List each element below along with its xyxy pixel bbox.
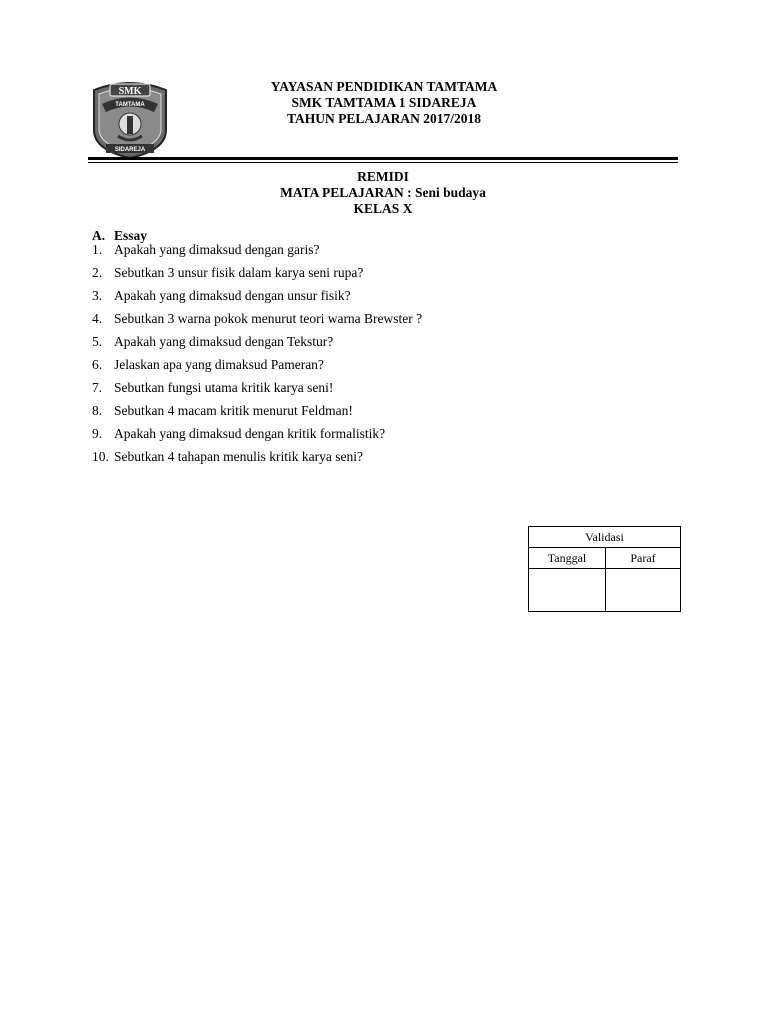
question-item: [92, 402, 422, 425]
question-text: Apakah yang dimaksud dengan kritik formalistik?: [114, 426, 386, 441]
paraf-header: Paraf: [605, 548, 680, 568]
school-logo: [90, 78, 170, 160]
question-text: Apakah yang dimaksud dengan garis?: [114, 242, 320, 257]
exam-type: REMIDI: [357, 169, 409, 184]
question-item: [92, 241, 422, 264]
institution-header: [170, 79, 598, 127]
section-title: Essay: [114, 228, 148, 243]
question-item: [92, 287, 422, 310]
question-item: [92, 379, 422, 402]
question-item: [92, 310, 422, 333]
tanggal-cell[interactable]: [529, 569, 605, 612]
question-item: [92, 356, 422, 379]
question-number: 10.: [92, 449, 109, 464]
question-item: [92, 448, 422, 471]
logo-ribbon-text: TAMTAMA: [115, 102, 145, 108]
question-number: 7.: [92, 380, 103, 395]
question-number: 3.: [92, 288, 103, 303]
question-number: 1.: [92, 242, 103, 257]
question-text: Apakah yang dimaksud dengan unsur fisik?: [114, 288, 351, 303]
validation-entry-row: [529, 568, 680, 612]
subject-line: MATA PELAJARAN : Seni budaya: [280, 185, 486, 200]
question-text: Apakah yang dimaksud dengan Tekstur?: [114, 334, 334, 349]
question-item: [92, 425, 422, 448]
validation-header-row: [529, 548, 680, 568]
question-text: Sebutkan 3 unsur fisik dalam karya seni rupa?: [114, 265, 364, 280]
logo-base-text: SIDAREJA: [114, 147, 146, 153]
validation-title: Validasi: [529, 527, 680, 548]
class-line: KELAS X: [353, 201, 413, 216]
question-number: 5.: [92, 334, 103, 349]
question-number: 2.: [92, 265, 103, 280]
logo-badge-text: SMK: [118, 86, 142, 97]
academic-year: TAHUN PELAJARAN 2017/2018: [286, 111, 481, 126]
header-divider-thin: [88, 162, 678, 163]
tanggal-header: Tanggal: [547, 551, 587, 565]
paraf-cell[interactable]: [605, 569, 680, 612]
exam-title: [88, 169, 678, 217]
question-text: Sebutkan 3 warna pokok menurut teori warna Brewster ?: [114, 311, 423, 326]
question-text: Jelaskan apa yang dimaksud Pameran?: [114, 357, 324, 372]
question-item: [92, 264, 422, 287]
header-divider-thick: [88, 157, 678, 160]
section-label: A.: [92, 228, 106, 243]
question-item: [92, 333, 422, 356]
question-number: 8.: [92, 403, 103, 418]
question-text: Sebutkan 4 tahapan menulis kritik karya seni?: [114, 449, 363, 464]
question-number: 4.: [92, 311, 103, 326]
foundation-name: YAYASAN PENDIDIKAN TAMTAMA: [270, 79, 498, 94]
school-name: SMK TAMTAMA 1 SIDAREJA: [291, 95, 477, 110]
question-list: [92, 241, 422, 471]
question-number: 6.: [92, 357, 103, 372]
question-text: Sebutkan 4 macam kritik menurut Feldman!: [114, 403, 353, 418]
question-text: Sebutkan fungsi utama kritik karya seni!: [114, 380, 334, 395]
question-number: 9.: [92, 426, 103, 441]
validation-table: [528, 526, 681, 612]
